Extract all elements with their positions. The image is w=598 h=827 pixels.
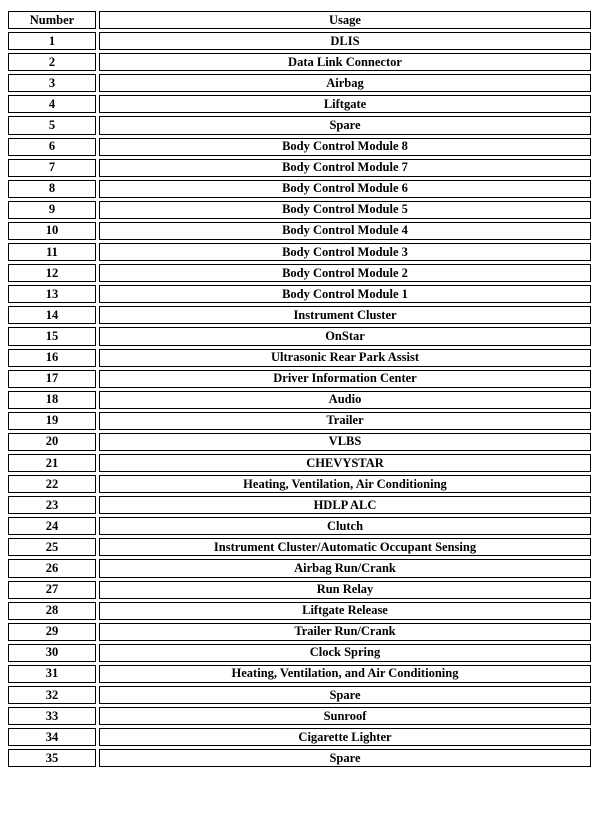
row-number-cell: 15	[8, 327, 96, 345]
table-row	[8, 306, 591, 324]
row-usage-cell: Body Control Module 4	[99, 222, 591, 240]
row-number-cell: 17	[8, 370, 96, 388]
row-number-cell: 29	[8, 623, 96, 641]
table-row	[8, 222, 591, 240]
row-number-cell: 5	[8, 116, 96, 134]
row-number-cell: 12	[8, 264, 96, 282]
row-usage-cell: Liftgate Release	[99, 602, 591, 620]
row-usage-cell: HDLP ALC	[99, 496, 591, 514]
table-row	[8, 159, 591, 177]
row-usage-cell: Trailer Run/Crank	[99, 623, 591, 641]
row-number-cell: 14	[8, 306, 96, 324]
row-usage-cell: Spare	[99, 686, 591, 704]
row-usage-cell: Body Control Module 7	[99, 159, 591, 177]
table-row	[8, 517, 591, 535]
header-number: Number	[8, 11, 96, 29]
row-number-cell: 3	[8, 74, 96, 92]
row-number-cell: 35	[8, 749, 96, 767]
row-usage-cell: Cigarette Lighter	[99, 728, 591, 746]
row-number-cell: 7	[8, 159, 96, 177]
row-number-cell: 18	[8, 391, 96, 409]
table-row	[8, 454, 591, 472]
table-row	[8, 116, 591, 134]
row-number-cell: 11	[8, 243, 96, 261]
fuse-usage-table	[5, 8, 594, 770]
table-row	[8, 496, 591, 514]
row-usage-cell: Instrument Cluster/Automatic Occupant Sensing	[99, 538, 591, 556]
table-row	[8, 475, 591, 493]
row-number-cell: 33	[8, 707, 96, 725]
table-row	[8, 95, 591, 113]
row-number-cell: 26	[8, 559, 96, 577]
table-row	[8, 644, 591, 662]
row-usage-cell: Liftgate	[99, 95, 591, 113]
row-number-cell: 4	[8, 95, 96, 113]
row-usage-cell: Spare	[99, 749, 591, 767]
table-row	[8, 559, 591, 577]
table-row	[8, 264, 591, 282]
table-row	[8, 53, 591, 71]
row-usage-cell: Body Control Module 2	[99, 264, 591, 282]
table-row	[8, 138, 591, 156]
table-row	[8, 623, 591, 641]
row-number-cell: 8	[8, 180, 96, 198]
table-row	[8, 728, 591, 746]
table-row	[8, 581, 591, 599]
table-row	[8, 32, 591, 50]
row-usage-cell: Audio	[99, 391, 591, 409]
row-number-cell: 20	[8, 433, 96, 451]
row-usage-cell: Clock Spring	[99, 644, 591, 662]
table-row	[8, 180, 591, 198]
row-usage-cell: Trailer	[99, 412, 591, 430]
row-number-cell: 19	[8, 412, 96, 430]
table-row	[8, 412, 591, 430]
row-number-cell: 9	[8, 201, 96, 219]
row-number-cell: 27	[8, 581, 96, 599]
table-row	[8, 349, 591, 367]
row-usage-cell: Airbag	[99, 74, 591, 92]
row-usage-cell: Heating, Ventilation, and Air Conditioning	[99, 665, 591, 683]
row-number-cell: 28	[8, 602, 96, 620]
row-number-cell: 16	[8, 349, 96, 367]
row-number-cell: 32	[8, 686, 96, 704]
row-number-cell: 30	[8, 644, 96, 662]
row-usage-cell: Clutch	[99, 517, 591, 535]
row-number-cell: 25	[8, 538, 96, 556]
row-usage-cell: Data Link Connector	[99, 53, 591, 71]
table-header-row	[8, 11, 591, 29]
row-usage-cell: DLIS	[99, 32, 591, 50]
row-usage-cell: Instrument Cluster	[99, 306, 591, 324]
row-number-cell: 22	[8, 475, 96, 493]
row-number-cell: 13	[8, 285, 96, 303]
row-usage-cell: Airbag Run/Crank	[99, 559, 591, 577]
row-usage-cell: Body Control Module 3	[99, 243, 591, 261]
row-usage-cell: Spare	[99, 116, 591, 134]
table-row	[8, 243, 591, 261]
table-row	[8, 602, 591, 620]
table-row	[8, 665, 591, 683]
row-usage-cell: CHEVYSTAR	[99, 454, 591, 472]
row-number-cell: 6	[8, 138, 96, 156]
row-usage-cell: Body Control Module 5	[99, 201, 591, 219]
row-number-cell: 10	[8, 222, 96, 240]
table-row	[8, 686, 591, 704]
table-row	[8, 433, 591, 451]
row-number-cell: 24	[8, 517, 96, 535]
row-number-cell: 21	[8, 454, 96, 472]
row-usage-cell: OnStar	[99, 327, 591, 345]
row-usage-cell: Body Control Module 8	[99, 138, 591, 156]
table-row	[8, 285, 591, 303]
row-usage-cell: VLBS	[99, 433, 591, 451]
table-body	[8, 32, 591, 767]
row-number-cell: 31	[8, 665, 96, 683]
header-usage: Usage	[99, 11, 591, 29]
row-usage-cell: Sunroof	[99, 707, 591, 725]
table-row	[8, 538, 591, 556]
table-row	[8, 201, 591, 219]
table-row	[8, 74, 591, 92]
table-row	[8, 327, 591, 345]
table-row	[8, 707, 591, 725]
row-usage-cell: Heating, Ventilation, Air Conditioning	[99, 475, 591, 493]
row-usage-cell: Body Control Module 6	[99, 180, 591, 198]
table-row	[8, 749, 591, 767]
row-number-cell: 1	[8, 32, 96, 50]
row-number-cell: 2	[8, 53, 96, 71]
table-row	[8, 391, 591, 409]
row-number-cell: 23	[8, 496, 96, 514]
row-number-cell: 34	[8, 728, 96, 746]
table-row	[8, 370, 591, 388]
row-usage-cell: Body Control Module 1	[99, 285, 591, 303]
row-usage-cell: Run Relay	[99, 581, 591, 599]
row-usage-cell: Ultrasonic Rear Park Assist	[99, 349, 591, 367]
row-usage-cell: Driver Information Center	[99, 370, 591, 388]
